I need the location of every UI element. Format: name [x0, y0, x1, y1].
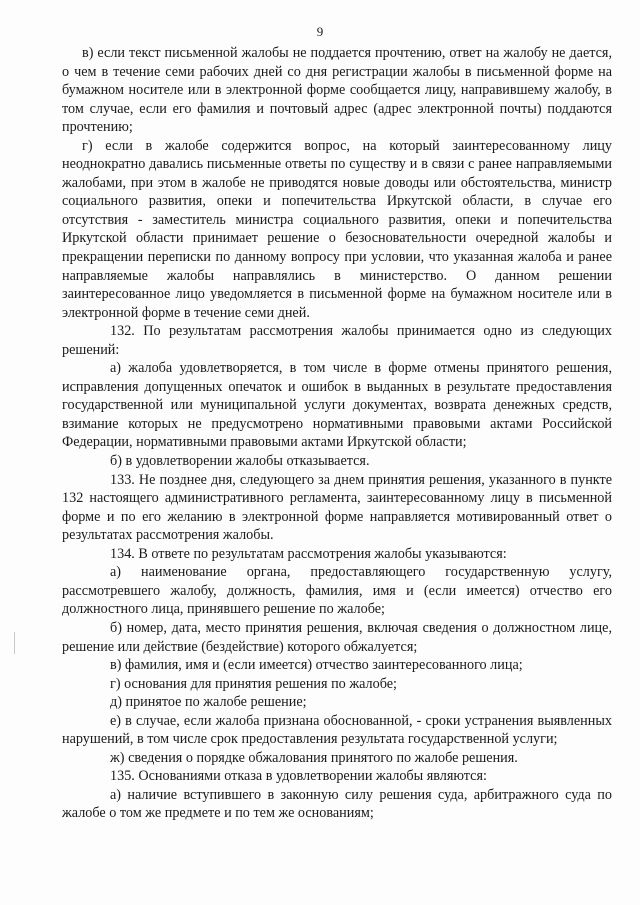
paragraph-135-refusal-grounds: 135. Основаниями отказа в удовлетворении жалобы являются: — [110, 768, 487, 785]
paragraph-132-decision: 132. По результатам рассмотрения жалобы принимается одно из следующих решений: — [62, 323, 612, 358]
paragraph-134-b-decision-details: б) номер, дата, место принятия решения, включая сведения о должностном лице, решение или действие (бездействие) которого обжалуется; — [62, 619, 612, 655]
paragraph-132-b-refused: б) в удовлетворении жалобы отказывается. — [110, 453, 370, 470]
paragraph-134-e-deadlines: е) в случае, если жалоба признана обоснованной, - сроки устранения выявленных нарушений, в том числе срок предоставления результата государственной услуги; — [62, 712, 612, 748]
paragraph-v-unreadable-text: в) если текст письменной жалобы не поддается прочтению, ответ на жалобу не дается, о чем в течение семи рабочих дней со дня регистрации жалобы в письменной форме на бумажном носителе или в электронной форме сообщается лицу, направившему жалобу, в том случае, если его фамилия и почтовый адрес (адрес электронной почты) поддаются прочтению; — [62, 45, 612, 136]
paragraph-135-a-court-decision: а) наличие вступившего в законную силу решения суда, арбитражного суда по жалобе о том же предмете и по тем же основаниям; — [62, 786, 612, 822]
paragraph-134-v-applicant-name: в) фамилия, имя и (если имеется) отчество заинтересованного лица; — [110, 657, 523, 674]
document-body — [62, 44, 612, 823]
scan-margin-mark — [14, 632, 15, 654]
paragraph-134-g-grounds: г) основания для принятия решения по жалобе; — [110, 675, 397, 692]
page-number: 9 — [316, 24, 324, 39]
paragraph-134-response-contents: 134. В ответе по результатам рассмотрения жалобы указываются: — [110, 545, 507, 562]
paragraph-132-a-satisfied: а) жалоба удовлетворяется, в том числе в форме отмены принятого решения, исправления допущенных опечаток и ошибок в выданных в результате предоставления государственной или муниципальной услуги документах, возврата денежных средств, взимание которых не предусмотрено нормативными правовыми актами Российской Федерации, нормативными правовыми актами Иркутской области; — [62, 360, 612, 451]
paragraph-g-repeated-question: г) если в жалобе содержится вопрос, на который заинтересованному лицу неоднократно давались письменные ответы по существу и в связи с ранее направляемыми жалобами, при этом в жалобе не приводятся новые доводы или обстоятельства, министр социального развития, опеки и попечительства Иркутской области, в случае его отсутствия - заместитель министра социального развития, опеки и попечительства Иркутской области принимает решение о безосновательности очередной жалобы и прекращении переписки по данному вопросу при условии, что указанная жалоба и ранее направляемые жалобы направлялись в министерство. О данном решении заинтересованное лицо уведомляется в письменной форме на бумажном носителе или в электронной форме в течение семи дней. — [62, 137, 612, 321]
paragraph-134-d-decision: д) принятое по жалобе решение; — [110, 694, 307, 711]
paragraph-133-response: 133. Не позднее дня, следующего за днем принятия решения, указанного в пункте 132 настоящего административного регламента, заинтересованному лицу в письменной форме и по его желанию в электронной форме направляется мотивированный ответ о результатах рассмотрения жалобы. — [62, 471, 612, 544]
paragraph-134-zh-appeal-procedure: ж) сведения о порядке обжалования принятого по жалобе решения. — [110, 749, 518, 766]
paragraph-134-a-authority: а) наименование органа, предоставляющего государственную услугу, рассмотревшего жалобу, должность, фамилия, имя и (если имеется) отчество его должностного лица, принявшего решение по жалобе; — [62, 564, 612, 618]
